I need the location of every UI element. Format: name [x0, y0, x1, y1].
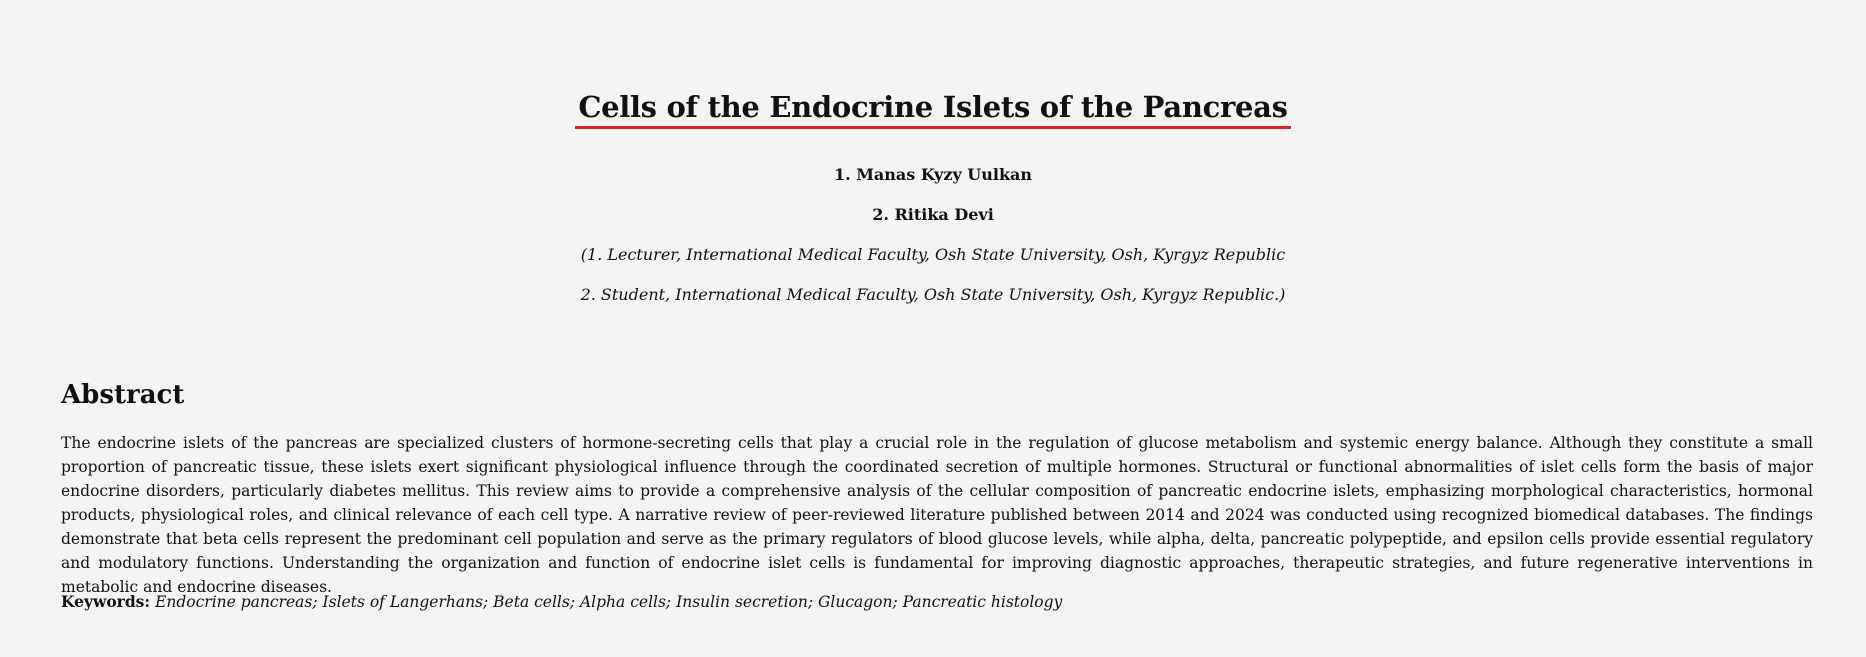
title-container: [0, 90, 1866, 129]
author-1: 1. Manas Kyzy Uulkan: [833, 165, 1033, 184]
affiliation-1: (1. Lecturer, International Medical Faculty, Osh State University, Osh, Kyrgyz Republic: [580, 245, 1286, 264]
keywords-value: Endocrine pancreas; Islets of Langerhans; Beta cells; Alpha cells; Insulin secretion; Glucagon; Pancreatic histology: [155, 593, 1063, 611]
keywords-label: Keywords:: [61, 592, 151, 611]
abstract-heading: Abstract: [61, 380, 185, 410]
paper-title: Cells of the Endocrine Islets of the Pancreas: [575, 90, 1290, 129]
keywords-line: [61, 592, 1062, 611]
affiliation-2: 2. Student, International Medical Faculty, Osh State University, Osh, Kyrgyz Republic.): [580, 285, 1286, 304]
abstract-text: The endocrine islets of the pancreas are specialized clusters of hormone-secreting cells that play a crucial role in the regulation of glucose metabolism and systemic energy balance. Although they constitute a small proportion of pancreatic tissue, these islets exert significant physiological influence through the coordinated secretion of multiple hormones. Structural or functional abnormalities of islet cells form the basis of major endocrine disorders, particularly diabetes mellitus. This review aims to provide a comprehensive analysis of the cellular composition of pancreatic endocrine islets, emphasizing morphological characteristics, hormonal products, physiological roles, and clinical relevance of each cell type. A narrative review of peer-reviewed literature published between 2014 and 2024 was conducted using recognized biomedical databases. The findings demonstrate that beta cells represent the predominant cell population and serve as the primary regulators of blood glucose levels, while alpha, delta, pancreatic polypeptide, and epsilon cells provide essential regulatory and modulatory functions. Understanding the organization and function of endocrine islet cells is fundamental for improving diagnostic approaches, therapeutic strategies, and future regenerative interventions in metabolic and endocrine diseases.: [61, 434, 1813, 596]
author-2: 2. Ritika Devi: [872, 205, 994, 224]
